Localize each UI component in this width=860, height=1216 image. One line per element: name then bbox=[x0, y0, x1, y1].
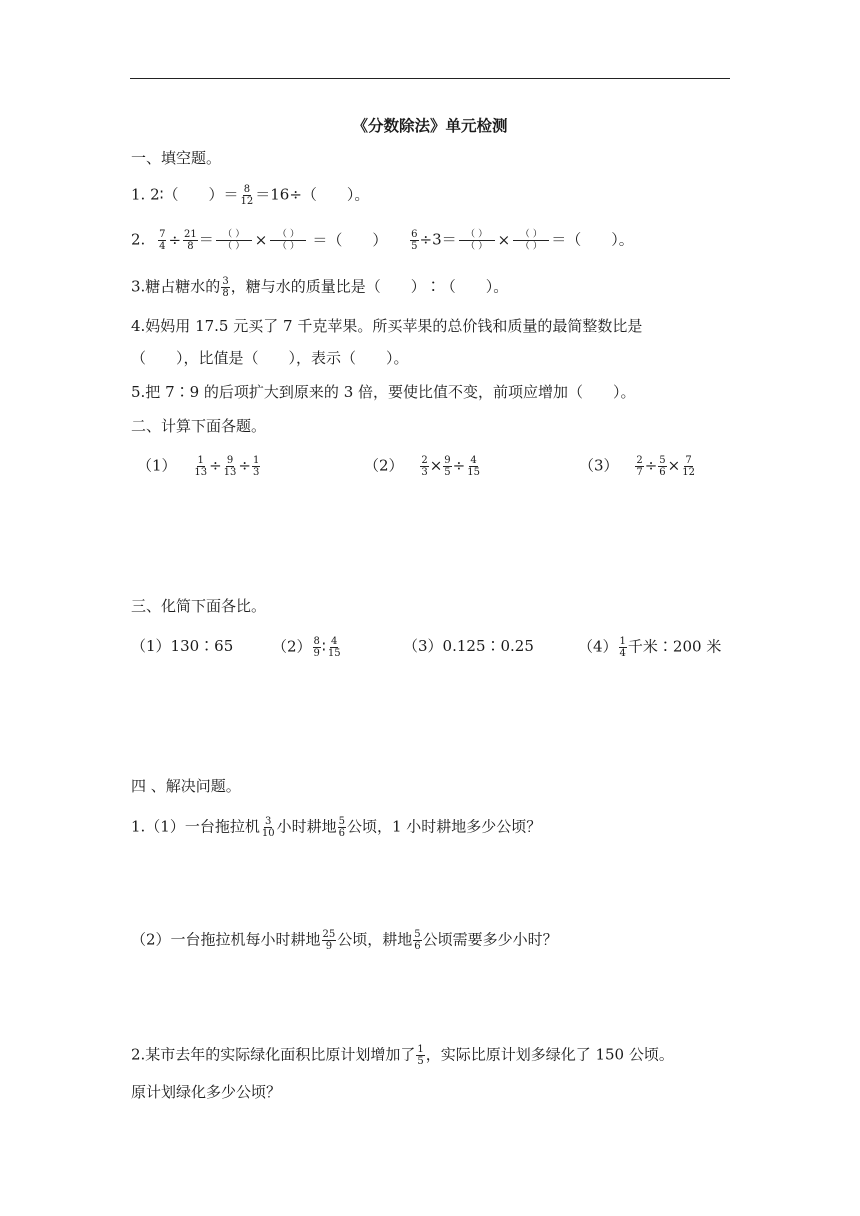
q2-blank-fraction-1: （ ） （ ） bbox=[216, 229, 252, 252]
fill-question-3 bbox=[131, 276, 508, 299]
problem-text: 公顷，1 小时耕地多少公顷？ bbox=[346, 817, 542, 836]
calc-item-1 bbox=[137, 455, 261, 478]
section-fill-blank-heading: 一、填空题。 bbox=[131, 149, 222, 167]
q3-fraction: $\frac{3}{8}$ bbox=[222, 276, 229, 299]
fraction: $\frac{9}{5}$ bbox=[444, 455, 451, 478]
fill-question-4-line-1: 4.妈妈用 17.5 元买了 7 千克苹果。所买苹果的总价钱和质量的最简整数比是 bbox=[131, 317, 643, 335]
simplify-item-1: （1）130∶65 bbox=[131, 637, 234, 655]
calc-item-label: （3） bbox=[579, 456, 619, 475]
q2-fraction-7-4: $\frac{7}{4}$ bbox=[159, 229, 166, 252]
fraction: $\frac{1}{13}$ bbox=[194, 455, 208, 478]
q2-blank-fraction-3: （ ） （ ） bbox=[459, 229, 495, 252]
fill-question-1 bbox=[131, 184, 369, 207]
problem-1-1 bbox=[131, 816, 541, 839]
page-title: 《分数除法》单元检测 bbox=[352, 116, 508, 135]
q2-blank-fraction-4: （ ） （ ） bbox=[513, 229, 549, 252]
top-rule bbox=[130, 78, 730, 79]
fraction: $\frac{5}{6}$ bbox=[338, 816, 345, 839]
operator: ÷ bbox=[644, 456, 658, 475]
calc-item-3 bbox=[579, 455, 697, 478]
fraction: $\frac{8}{9}$ bbox=[313, 636, 320, 659]
fraction: $\frac{2}{7}$ bbox=[636, 455, 643, 478]
fraction: $\frac{5}{6}$ bbox=[659, 455, 666, 478]
fraction: $\frac{1}{5}$ bbox=[417, 1044, 424, 1067]
simplify-item-2 bbox=[272, 636, 343, 659]
q2-blank-result-2: ＝（ ）。 bbox=[551, 230, 634, 249]
fraction: $\frac{7}{12}$ bbox=[682, 455, 695, 478]
simplify-item-label: （4） bbox=[578, 637, 618, 656]
fraction: $\frac{2}{3}$ bbox=[421, 455, 428, 478]
q1-text-b: ＝16÷（ ）。 bbox=[255, 185, 370, 204]
fill-question-5: 5.把 7∶9 的后项扩大到原来的 3 倍，要使比值不变，前项应增加（ ）。 bbox=[131, 383, 636, 401]
ratio-colon: ∶ bbox=[321, 637, 326, 656]
problem-text: 1.（1）一台拖拉机 bbox=[131, 817, 260, 836]
fraction: $\frac{9}{13}$ bbox=[223, 455, 237, 478]
problem-2-line-1 bbox=[131, 1044, 674, 1067]
operator: × bbox=[429, 456, 443, 475]
fraction: $\frac{5}{6}$ bbox=[414, 929, 421, 952]
fraction: $\frac{3}{10}$ bbox=[261, 816, 275, 839]
calc-item-2 bbox=[364, 455, 482, 478]
problem-text: ，实际比原计划多绿化了 150 公顷。 bbox=[425, 1045, 674, 1064]
simplify-item-3: （3）0.125∶0.25 bbox=[403, 637, 534, 655]
section-simplify-heading: 三、化简下面各比。 bbox=[131, 597, 267, 615]
simplify-item-rest: 千米∶200 米 bbox=[627, 637, 722, 656]
times-sign: × bbox=[497, 230, 511, 249]
problem-text: （2）一台拖拉机每小时耕地 bbox=[131, 930, 321, 949]
fraction: $\frac{25}{9}$ bbox=[322, 929, 336, 952]
q2-number: 2. bbox=[131, 230, 146, 249]
q2-fraction-6-5: $\frac{6}{5}$ bbox=[411, 229, 418, 252]
calc-item-label: （2） bbox=[364, 456, 404, 475]
simplify-item-4 bbox=[578, 636, 721, 659]
q1-fraction: $\frac{8}{12}$ bbox=[240, 184, 254, 207]
q2-blank-result-1: ＝（ ） bbox=[312, 230, 388, 249]
fraction: $\frac{1}{4}$ bbox=[619, 636, 626, 659]
section-calculate-heading: 二、计算下面各题。 bbox=[131, 417, 267, 435]
problem-text: 公顷，耕地 bbox=[337, 930, 413, 949]
q3-text-a: 3.糖占糖水的 bbox=[131, 277, 221, 296]
calc-item-label: （1） bbox=[137, 456, 177, 475]
operator: ÷ bbox=[238, 456, 251, 475]
q3-text-b: ，糖与水的质量比是（ ）∶（ ）。 bbox=[230, 277, 509, 296]
q2-fraction-21-8: $\frac{21}{8}$ bbox=[184, 229, 197, 252]
equals-sign: ＝ bbox=[198, 230, 214, 249]
fraction: $\frac{1}{3}$ bbox=[252, 455, 260, 478]
fraction: $\frac{4}{15}$ bbox=[327, 636, 341, 659]
problem-text: 2.某市去年的实际绿化面积比原计划增加了 bbox=[131, 1045, 416, 1064]
fill-question-4-line-2: （ ），比值是（ ），表示（ ）。 bbox=[131, 349, 409, 367]
operator: ÷ bbox=[209, 456, 222, 475]
fraction: $\frac{4}{15}$ bbox=[467, 455, 480, 478]
problem-2-line-2: 原计划绿化多少公顷？ bbox=[131, 1083, 282, 1101]
times-sign: × bbox=[254, 230, 268, 249]
divide-sign: ÷ bbox=[168, 230, 182, 249]
problem-1-2 bbox=[131, 929, 558, 952]
problem-text: 公顷需要多少小时？ bbox=[422, 930, 558, 949]
problem-text: 小时耕地 bbox=[276, 817, 337, 836]
operator: × bbox=[667, 456, 681, 475]
simplify-item-label: （2） bbox=[272, 637, 312, 656]
q2-blank-fraction-2: （ ） （ ） bbox=[270, 229, 306, 252]
q2-divide-three: ÷3＝ bbox=[419, 230, 457, 249]
operator: ÷ bbox=[452, 456, 466, 475]
section-problems-heading: 四 、解决问题。 bbox=[131, 777, 241, 795]
fill-question-2 bbox=[131, 229, 634, 252]
q1-text-a: 1. 2∶（ ）＝ bbox=[131, 185, 239, 204]
